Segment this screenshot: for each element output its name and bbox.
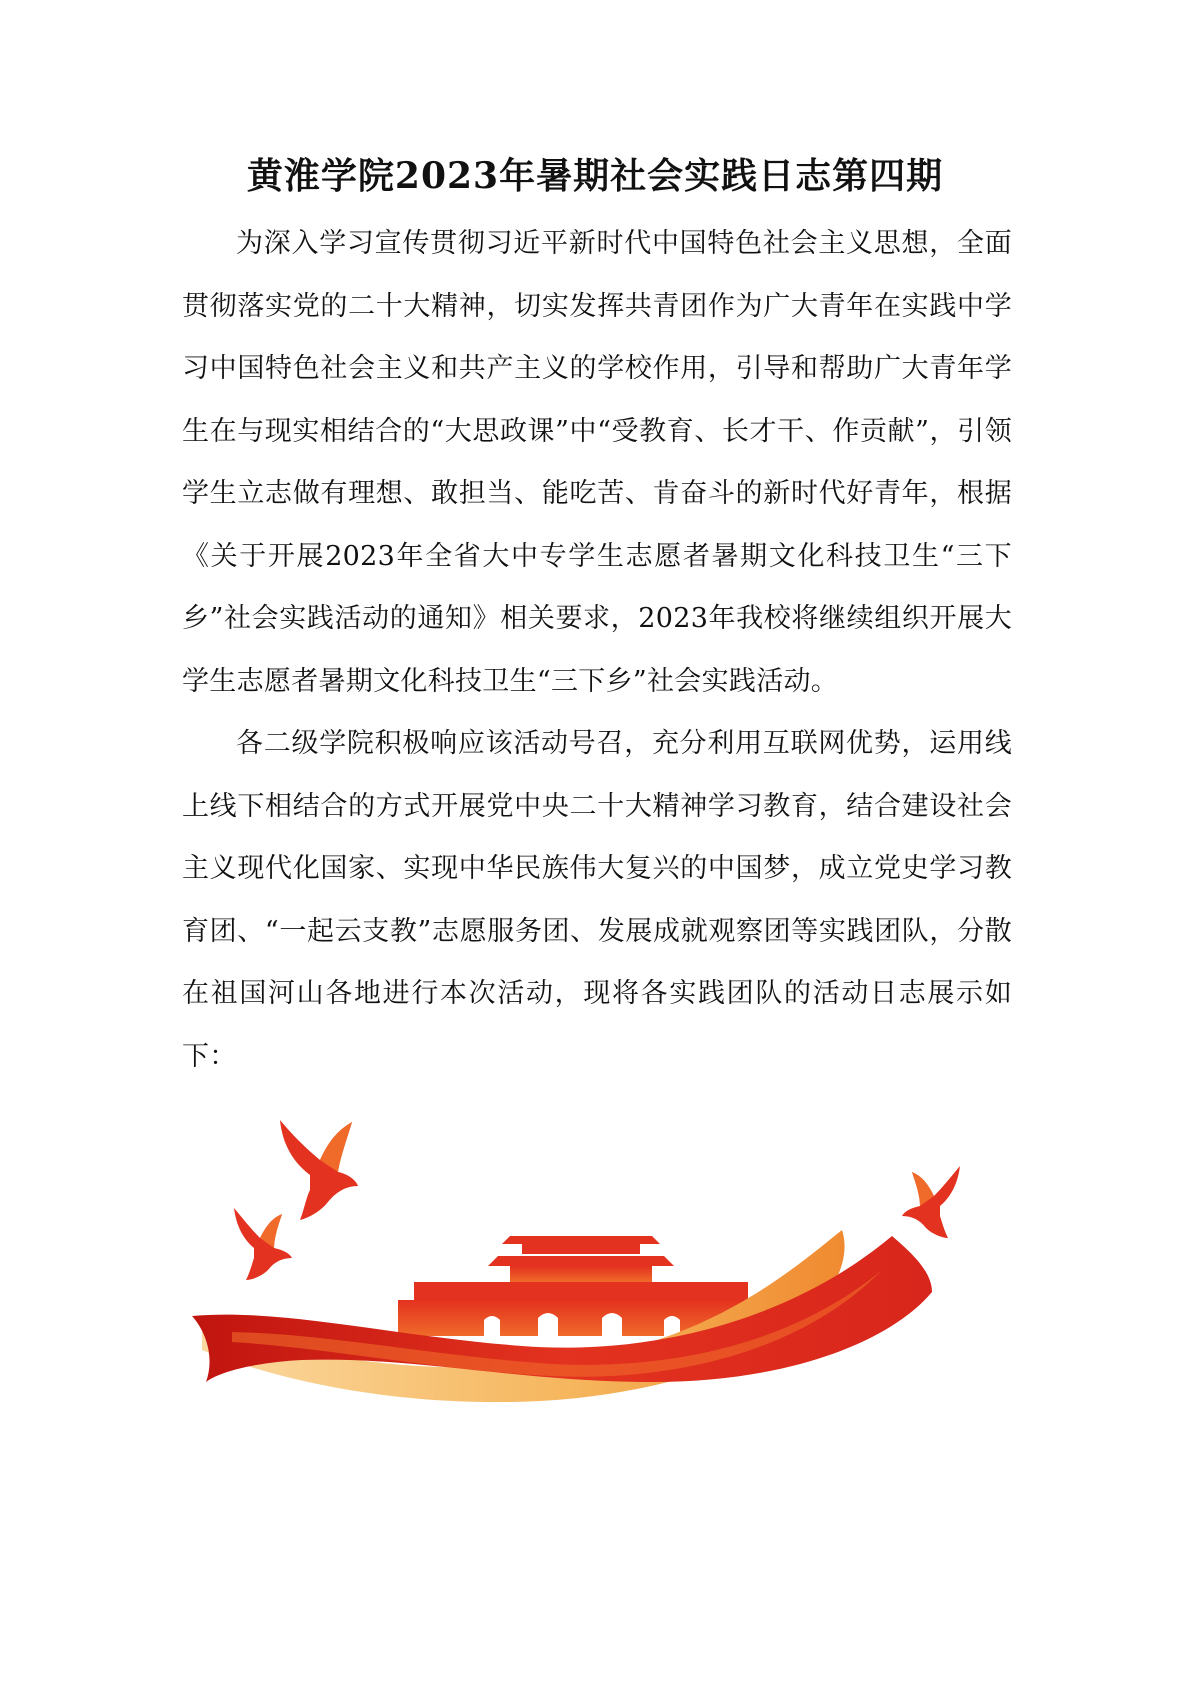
decorative-illustration: [192, 1120, 1012, 1420]
dove-icon: [234, 1208, 292, 1280]
dove-icon: [280, 1120, 358, 1220]
paragraph-1: 为深入学习宣传贯彻习近平新时代中国特色社会主义思想，全面贯彻落实党的二十大精神，切实发挥共青团作为广大青年在实践中学习中国特色社会主义和共产主义的学校作用，引导和帮助广大青年学生在与现实相结合的“大思政课”中“受教育、长才干、作贡献”，引领学生立志做有理想、敢担当、能吃苦、肯奋斗的新时代好青年，根据《关于开展2023年全省大中专学生志愿者暑期文化科技卫生“三下乡”社会实践活动的通知》相关要求，2023年我校将继续组织开展大学生志愿者暑期文化科技卫生“三下乡”社会实践活动。: [182, 228, 1012, 697]
article-body: [182, 213, 1012, 1088]
page-title: 黄淮学院2023年暑期社会实践日志第四期: [246, 155, 944, 197]
dove-icon: [902, 1166, 960, 1238]
paragraph-2: 各二级学院积极响应该活动号召，充分利用互联网优势，运用线上线下相结合的方式开展党中央二十大精神学习教育，结合建设社会主义现代化国家、实现中华民族伟大复兴的中国梦，成立党史学习教育团、“一起云支教”志愿服务团、发展成就观察团等实践团队，分散在祖国河山各地进行本次活动，现将各实践团队的活动日志展示如下：: [182, 728, 1012, 1072]
